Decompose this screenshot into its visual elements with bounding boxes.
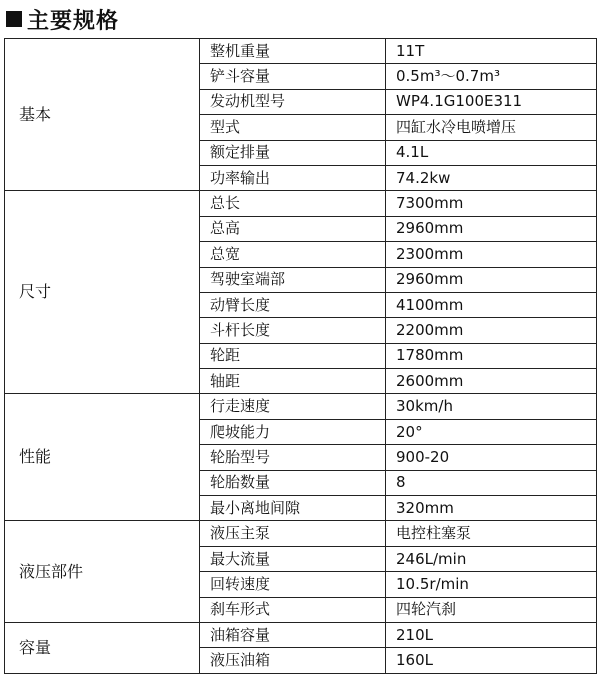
spec-label: 刹车形式 [200, 597, 386, 622]
spec-label: 斗杆长度 [200, 318, 386, 343]
spec-value: 11T [386, 39, 597, 64]
page-title-text: 主要规格 [27, 8, 120, 34]
spec-value: 210L [386, 622, 597, 647]
spec-label: 额定排量 [200, 140, 386, 165]
table-row [5, 394, 597, 419]
spec-value: 2960mm [386, 216, 597, 241]
spec-value: 1780mm [386, 343, 597, 368]
spec-value: 0.5m³～0.7m³ [386, 64, 597, 89]
spec-label: 最小离地间隙 [200, 496, 386, 521]
spec-value: 四缸水冷电喷增压 [386, 115, 597, 140]
spec-value: 4100mm [386, 292, 597, 317]
spec-label: 轮胎型号 [200, 445, 386, 470]
spec-table [4, 38, 597, 674]
page-title [0, 0, 600, 38]
spec-value: 74.2kw [386, 165, 597, 190]
spec-label: 总高 [200, 216, 386, 241]
spec-value: 四轮汽刹 [386, 597, 597, 622]
spec-label: 总宽 [200, 242, 386, 267]
spec-label: 驾驶室端部 [200, 267, 386, 292]
square-bullet-icon [6, 11, 22, 27]
category-cell: 基本 [5, 39, 200, 191]
spec-label: 发动机型号 [200, 89, 386, 114]
spec-value: 4.1L [386, 140, 597, 165]
spec-value: 2960mm [386, 267, 597, 292]
spec-value: 320mm [386, 496, 597, 521]
spec-label: 轮距 [200, 343, 386, 368]
spec-value: 2600mm [386, 369, 597, 394]
table-row [5, 521, 597, 546]
spec-label: 铲斗容量 [200, 64, 386, 89]
spec-value: 电控柱塞泵 [386, 521, 597, 546]
category-cell: 液压部件 [5, 521, 200, 623]
spec-label: 爬坡能力 [200, 419, 386, 444]
spec-value: 2300mm [386, 242, 597, 267]
category-cell: 容量 [5, 622, 200, 673]
spec-value: 7300mm [386, 191, 597, 216]
spec-label: 轴距 [200, 369, 386, 394]
spec-value: 900-20 [386, 445, 597, 470]
spec-label: 型式 [200, 115, 386, 140]
category-cell: 性能 [5, 394, 200, 521]
table-row [5, 39, 597, 64]
table-row [5, 622, 597, 647]
spec-value: 10.5r/min [386, 572, 597, 597]
spec-label: 回转速度 [200, 572, 386, 597]
spec-label: 整机重量 [200, 39, 386, 64]
spec-value: 30km/h [386, 394, 597, 419]
spec-value: 246L/min [386, 546, 597, 571]
spec-label: 最大流量 [200, 546, 386, 571]
spec-label: 总长 [200, 191, 386, 216]
spec-label: 液压主泵 [200, 521, 386, 546]
spec-label: 功率输出 [200, 165, 386, 190]
spec-value: 8 [386, 470, 597, 495]
spec-label: 油箱容量 [200, 622, 386, 647]
spec-value: WP4.1G100E311 [386, 89, 597, 114]
spec-label: 行走速度 [200, 394, 386, 419]
spec-value: 2200mm [386, 318, 597, 343]
spec-label: 液压油箱 [200, 648, 386, 673]
spec-label: 动臂长度 [200, 292, 386, 317]
spec-value: 160L [386, 648, 597, 673]
category-cell: 尺寸 [5, 191, 200, 394]
spec-value: 20° [386, 419, 597, 444]
table-row [5, 191, 597, 216]
spec-label: 轮胎数量 [200, 470, 386, 495]
